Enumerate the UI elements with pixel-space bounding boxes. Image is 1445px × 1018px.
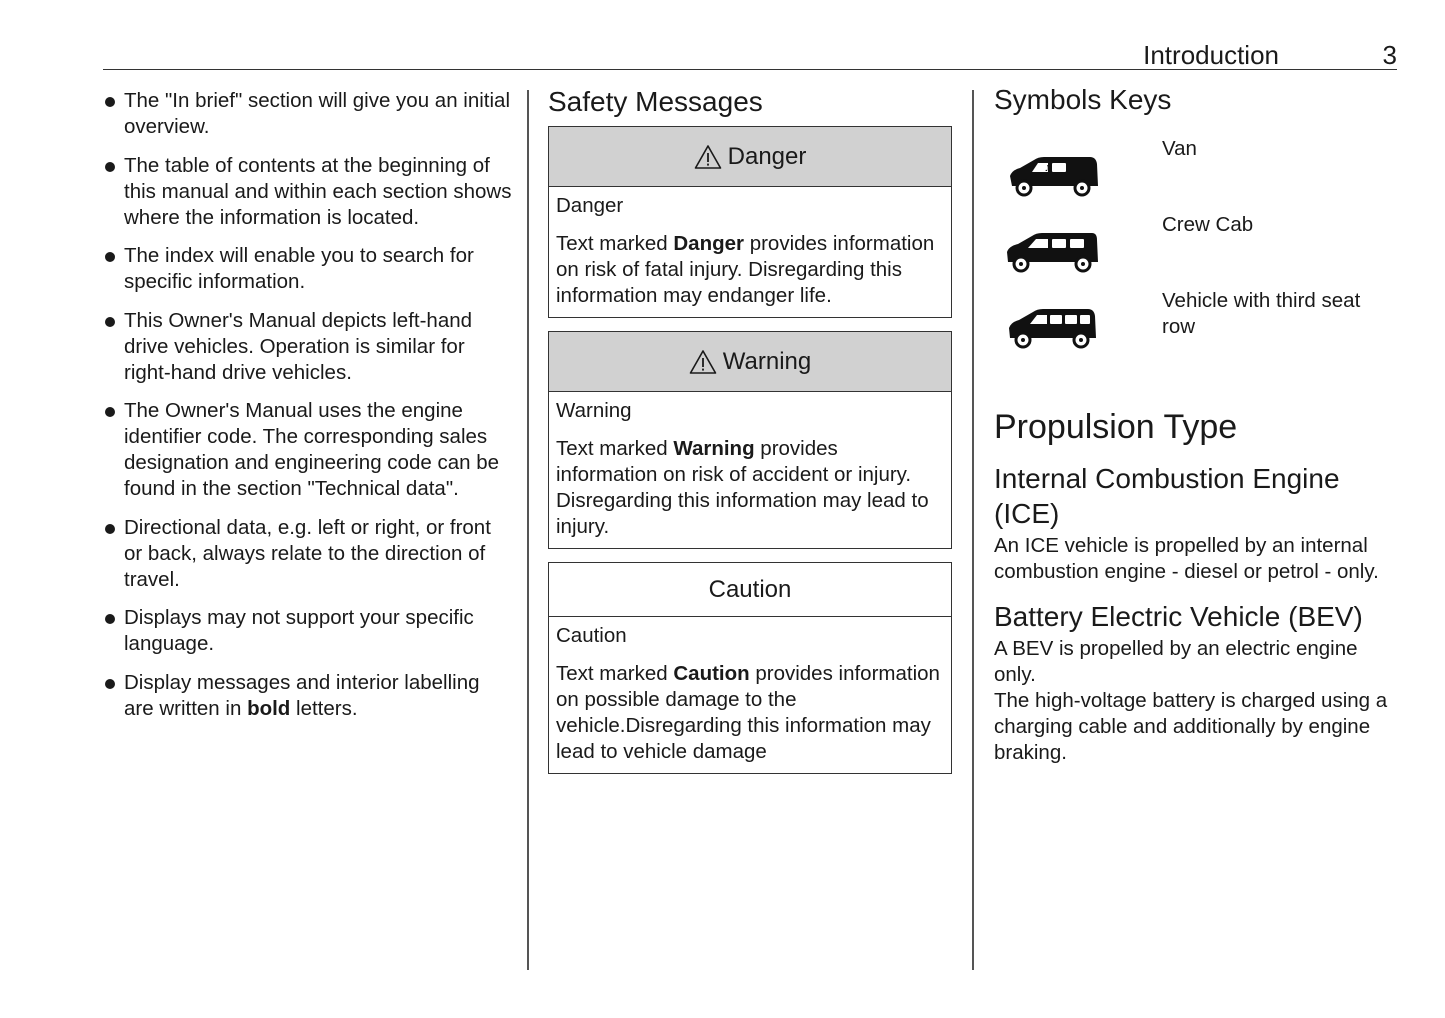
symbol-row-third-seat — [994, 290, 1398, 370]
text-run: The index will enable you to search for specific information. — [124, 244, 474, 293]
column-divider-2 — [972, 90, 974, 970]
ice-text: An ICE vehicle is propelled by an internal combustion engine - diesel or petrol - only. — [994, 534, 1379, 583]
text-run: The table of contents at the beginning of this manual and within each section shows where the information is located. — [124, 153, 512, 229]
bullet-text — [124, 516, 491, 591]
intro-column — [103, 88, 513, 734]
bullet-dot — [105, 317, 115, 327]
text-run: provides information on possible damage to the vehicle.Disregarding this information may lead to vehicle damage — [556, 662, 940, 763]
list-item — [103, 153, 513, 231]
symbols-keys-heading: Symbols Keys — [994, 84, 1172, 115]
bullet-dot — [105, 252, 115, 262]
page-number: 3 — [1382, 40, 1397, 70]
bullet-text — [124, 89, 510, 138]
text-run: provides information on risk of fatal injury. Disregarding this information may endanger life. — [556, 232, 935, 307]
propulsion-type-heading: Propulsion Type — [994, 408, 1238, 446]
danger-box-text — [556, 231, 944, 309]
bullet-dot — [105, 614, 115, 624]
list-item — [103, 515, 513, 593]
list-item — [103, 308, 513, 386]
bullet-text — [124, 309, 472, 384]
bold-text: Danger — [673, 232, 744, 255]
list-item — [103, 670, 513, 722]
column-divider-1 — [527, 90, 529, 970]
warning-box-subtitle: Warning — [556, 399, 632, 422]
symbol-row-crew-cab — [994, 214, 1398, 290]
bold-text: bold — [247, 696, 291, 720]
symbol-row-van — [994, 138, 1398, 214]
bullet-text — [124, 671, 480, 720]
text-run: The "In brief" section will give you an initial overview. — [124, 89, 511, 138]
bullet-text — [124, 154, 511, 229]
bullet-dot — [105, 162, 115, 172]
caution-box-header — [549, 563, 951, 617]
caution-box-title: Caution — [708, 575, 792, 603]
symbol-label-van: Van — [1162, 137, 1197, 160]
safety-column — [548, 86, 952, 787]
text-run: Displays may not support your specific language. — [124, 606, 474, 655]
warning-triangle-icon — [689, 349, 717, 375]
text-run: Text marked — [556, 662, 674, 685]
svg-text:♫: ♫ — [1044, 164, 1052, 173]
bullet-dot — [105, 97, 115, 107]
list-item — [103, 88, 513, 140]
text-run: letters. — [290, 696, 358, 720]
text-run: Text marked — [556, 232, 674, 255]
warning-box-text — [556, 436, 944, 540]
text-run: The Owner's Manual uses the engine identifier code. The corresponding sales designation and engineering code can be found in the section "Technical data". — [124, 399, 499, 500]
text-run: This Owner's Manual depicts left-hand drive vehicles. Operation is similar for right-hand drive vehicles. — [124, 308, 473, 384]
text-run: Display messages and interior labelling are written in — [124, 670, 480, 720]
bullet-dot — [105, 679, 115, 689]
ice-heading: Internal Combustion Engine (ICE) — [994, 463, 1340, 529]
text-run: provides information on risk of accident or injury. Disregarding this information may lead to injury. — [556, 437, 929, 538]
caution-box-text — [556, 661, 944, 765]
caution-box-subtitle: Caution — [556, 624, 627, 647]
symbol-label-third-seat-row: Vehicle with third seat row — [1162, 289, 1361, 338]
bold-text: Warning — [673, 437, 755, 460]
bev-text-1: A BEV is propelled by an electric engine only. — [994, 637, 1358, 686]
section-title: Introduction — [1143, 40, 1279, 70]
text-run: Text marked — [556, 437, 674, 460]
warning-box — [548, 331, 952, 549]
danger-box-header — [549, 127, 951, 187]
danger-box — [548, 126, 952, 318]
bullet-dot — [105, 524, 115, 534]
bullet-text — [124, 399, 499, 500]
van-icon — [1004, 148, 1100, 200]
bold-text: Caution — [673, 662, 750, 685]
text-run: Directional data, e.g. left or right, or front or back, always relate to the direction of travel. — [124, 515, 491, 591]
crew-cab-icon — [1004, 224, 1100, 276]
caution-box-body — [549, 617, 951, 773]
bullet-text — [124, 244, 474, 293]
symbol-label-crew-cab: Crew Cab — [1162, 213, 1254, 236]
symbols-column — [994, 84, 1398, 766]
danger-box-body — [549, 187, 951, 317]
danger-box-subtitle: Danger — [556, 194, 624, 217]
warning-box-header — [549, 332, 951, 392]
warning-triangle-icon — [694, 144, 722, 170]
third-seat-row-icon — [1004, 300, 1100, 352]
danger-box-title: Danger — [727, 142, 807, 170]
bev-text-2: The high-voltage battery is charged using a charging cable and additionally by engine braking. — [994, 689, 1388, 764]
warning-box-body — [549, 392, 951, 548]
safety-messages-heading: Safety Messages — [548, 86, 763, 117]
bullet-dot — [105, 407, 115, 417]
list-item — [103, 243, 513, 295]
caution-box — [548, 562, 952, 774]
warning-box-title: Warning — [722, 347, 812, 375]
bullet-text — [124, 606, 474, 655]
page-header — [103, 38, 1397, 70]
list-item — [103, 398, 513, 502]
list-item — [103, 605, 513, 657]
bev-heading: Battery Electric Vehicle (BEV) — [994, 601, 1363, 632]
intro-bullet-list — [103, 88, 513, 722]
